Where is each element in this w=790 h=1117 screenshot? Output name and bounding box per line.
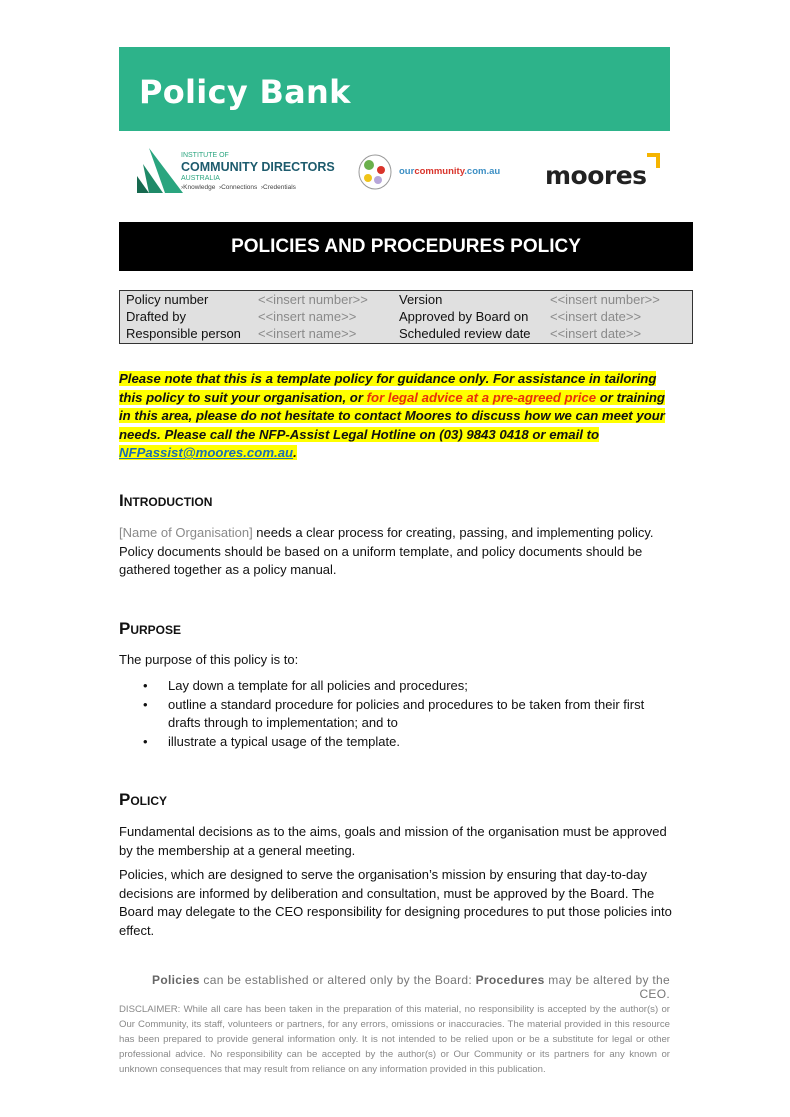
banner-title: Policy Bank [139,73,351,111]
template-notice [119,370,679,463]
ourcommunity-logo [357,153,517,193]
introduction-text [119,524,679,580]
moores-logo [543,151,668,196]
icda-tagline: ›Knowledge ›Connections ›Credentials [181,184,296,191]
label: Version [399,292,443,307]
policy-bank-banner [119,47,670,131]
ourcommunity-text: ourcommunity.com.au [399,166,501,177]
label: Scheduled review date [399,326,531,341]
list-item: • Lay down a template for all policies and procedures; [143,678,468,693]
value[interactable]: <<insert number>> [258,292,368,307]
note-text: Please note that this is a template policy for guidance only. For assistance in tailoring this policy to suit your organisation, or [119,371,657,405]
label: Drafted by [126,309,186,324]
policy-info-table [119,290,693,344]
icda-line2: COMMUNITY DIRECTORS [181,160,335,174]
ourcommunity-hands-icon [357,153,393,191]
icda-line1: INSTITUTE OF [181,152,229,159]
policy-heading: Policy [119,790,168,809]
value[interactable]: <<insert name>> [258,309,357,324]
note-text: or training in this area, please do not hesitate to contact Moores to discuss how we can meet your needs. Please call the NFP-Assist Legal Hotline on (03) 9843 0418 or email to [119,389,665,442]
policy-paragraph: Fundamental decisions as to the aims, goals and mission of the organisation must be approved by the membership at a general meeting. [119,824,667,858]
value[interactable]: <<insert number>> [550,292,660,307]
partner-logos [119,143,670,198]
icda-triangles-icon [133,146,183,194]
note-end: . [293,445,297,460]
value[interactable]: <<insert date>> [550,326,642,341]
purpose-intro: The purpose of this policy is to: [119,652,299,667]
note-highlight-red: for legal advice at a pre-agreed price [366,389,597,405]
value[interactable]: <<insert name>> [258,326,357,341]
table-row [126,291,686,308]
purpose-list [119,677,679,751]
document-title: POLICIES AND PROCEDURES POLICY [119,222,693,271]
organisation-placeholder: [Name of Organisation] [119,525,253,540]
footer-tagline: Policies can be established or altered only by the Board: Procedures may be altered by the CEO. [152,973,670,1001]
list-item: • outline a standard procedure for policies and procedures to be taken from their first drafts through to implementation; and to [143,696,645,730]
list-item: • illustrate a typical usage of the template. [143,733,400,749]
label: Approved by Board on [399,309,529,324]
introduction-body: needs a clear process for creating, passing, and implementing policy. Policy documents should be based on a uniform template, and policy documents should be gathered together as a policy manual. [119,525,654,577]
disclaimer: DISCLAIMER: While all care has been taken in the preparation of this material, no responsibility is accepted by the author(s) or Our Community, its staff, volunteers or partners, for any errors, omissions or inaccuracies. The material provided in this resource has been prepared to provide general information only. It is not intended to be relied upon or be a substitute for legal or other professional advice. No responsibility can be accepted by the author(s) or Our Community or its partners for any known or unknown consequences that may result from reliance on any information provided in this publication. [119,1004,670,1075]
email-link[interactable]: NFPassist@moores.com.au [119,445,294,460]
icda-logo [133,146,343,196]
table-row [126,308,686,325]
label: Policy number [126,292,209,307]
icda-line3: AUSTRALIA [181,175,220,182]
introduction-heading: Introduction [119,491,213,510]
label: Responsible person [126,326,241,341]
table-row [126,325,686,342]
value[interactable]: <<insert date>> [550,309,642,324]
moores-corner-icon [647,153,661,169]
policy-paragraph: Policies, which are designed to serve the organisation’s mission by ensuring that day-to-day decisions are informed by deliberation and consultation, must be approved by the Board. The Board may delegate to the CEO responsibility for designing procedures to put those policies into effect. [119,867,672,938]
moores-wordmark: moores [545,161,647,190]
purpose-heading: Purpose [119,619,182,638]
